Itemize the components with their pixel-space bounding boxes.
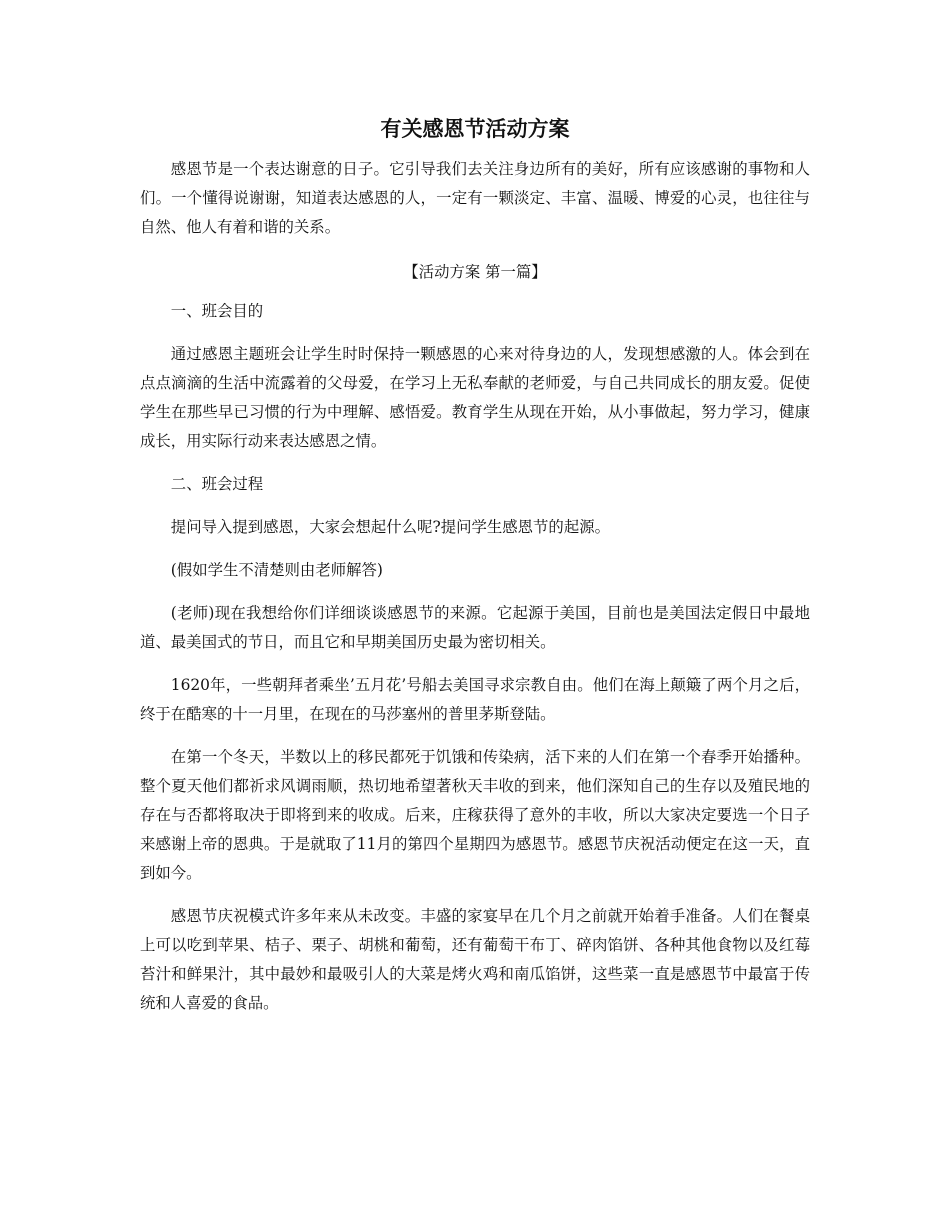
- paragraph-origin: (老师)现在我想给你们详细谈谈感恩节的来源。它起源于美国，目前也是美国法定假日中最地道、最美国式的节日，而且它和早期美国历史最为密切相关。: [140, 604, 810, 651]
- section-heading: 【活动方案 第一篇】: [403, 263, 547, 281]
- paragraph-teacher-note: (假如学生不清楚则由老师解答): [170, 561, 383, 579]
- paragraph-purpose: 通过感恩主题班会让学生时时保持一颗感恩的心来对待身边的人，发现想感激的人。体会到在点点滴滴的生活中流露着的父母爱，在学习上无私奉献的老师爱，与自己共同成长的朋友爱。促使学生在那些早已习惯的行为中理解、感悟爱。教育学生从现在开始，从小事做起，努力学习，健康成长，用实际行动来表达感恩之情。: [140, 345, 810, 450]
- paragraph-first-winter: 在第一个冬天，半数以上的移民都死于饥饿和传染病，活下来的人们在第一个春季开始播种。整个夏天他们都祈求风调雨顺，热切地希望著秋天丰收的到来，他们深知自己的生存以及殖民地的存在与否都将取决于即将到来的收成。后来，庄稼获得了意外的丰收，所以大家决定要选一个日子来感谢上帝的恩典。于是就取了11月的第四个星期四为感恩节。感恩节庆祝活动便定在这一天，直到如今。: [140, 748, 810, 882]
- paragraph-celebration: 感恩节庆祝模式许多年来从未改变。丰盛的家宴早在几个月之前就开始着手准备。人们在餐桌上可以吃到苹果、桔子、栗子、胡桃和葡萄，还有葡萄干布丁、碎肉馅饼、各种其他食物以及红莓苔汁和鲜果汁，其中最妙和最吸引人的大菜是烤火鸡和南瓜馅饼，这些菜一直是感恩节中最富于传统和人喜爱的食品。: [140, 907, 810, 1012]
- heading-process: 二、班会过程: [170, 475, 264, 493]
- paragraph-intro-question: 提问导入提到感恩，大家会想起什么呢?提问学生感恩节的起源。: [170, 518, 610, 536]
- heading-purpose: 一、班会目的: [170, 302, 264, 320]
- intro-paragraph: 感恩节是一个表达谢意的日子。它引导我们去关注身边所有的美好，所有应该感谢的事物和人们。一个懂得说谢谢，知道表达感恩的人，一定有一颗淡定、丰富、温暖、博爱的心灵，也往往与自然、他人有着和谐的关系。: [140, 160, 810, 236]
- intro-block: [140, 155, 810, 242]
- paragraph-1620: 1620年，一些朝拜者乘坐’五月花’号船去美国寻求宗教自由。他们在海上颠簸了两个月之后，终于在酷寒的十一月里，在现在的马莎塞州的普里茅斯登陆。: [140, 676, 810, 723]
- content-block: [140, 258, 810, 1018]
- document-title: 有关感恩节活动方案: [380, 116, 570, 141]
